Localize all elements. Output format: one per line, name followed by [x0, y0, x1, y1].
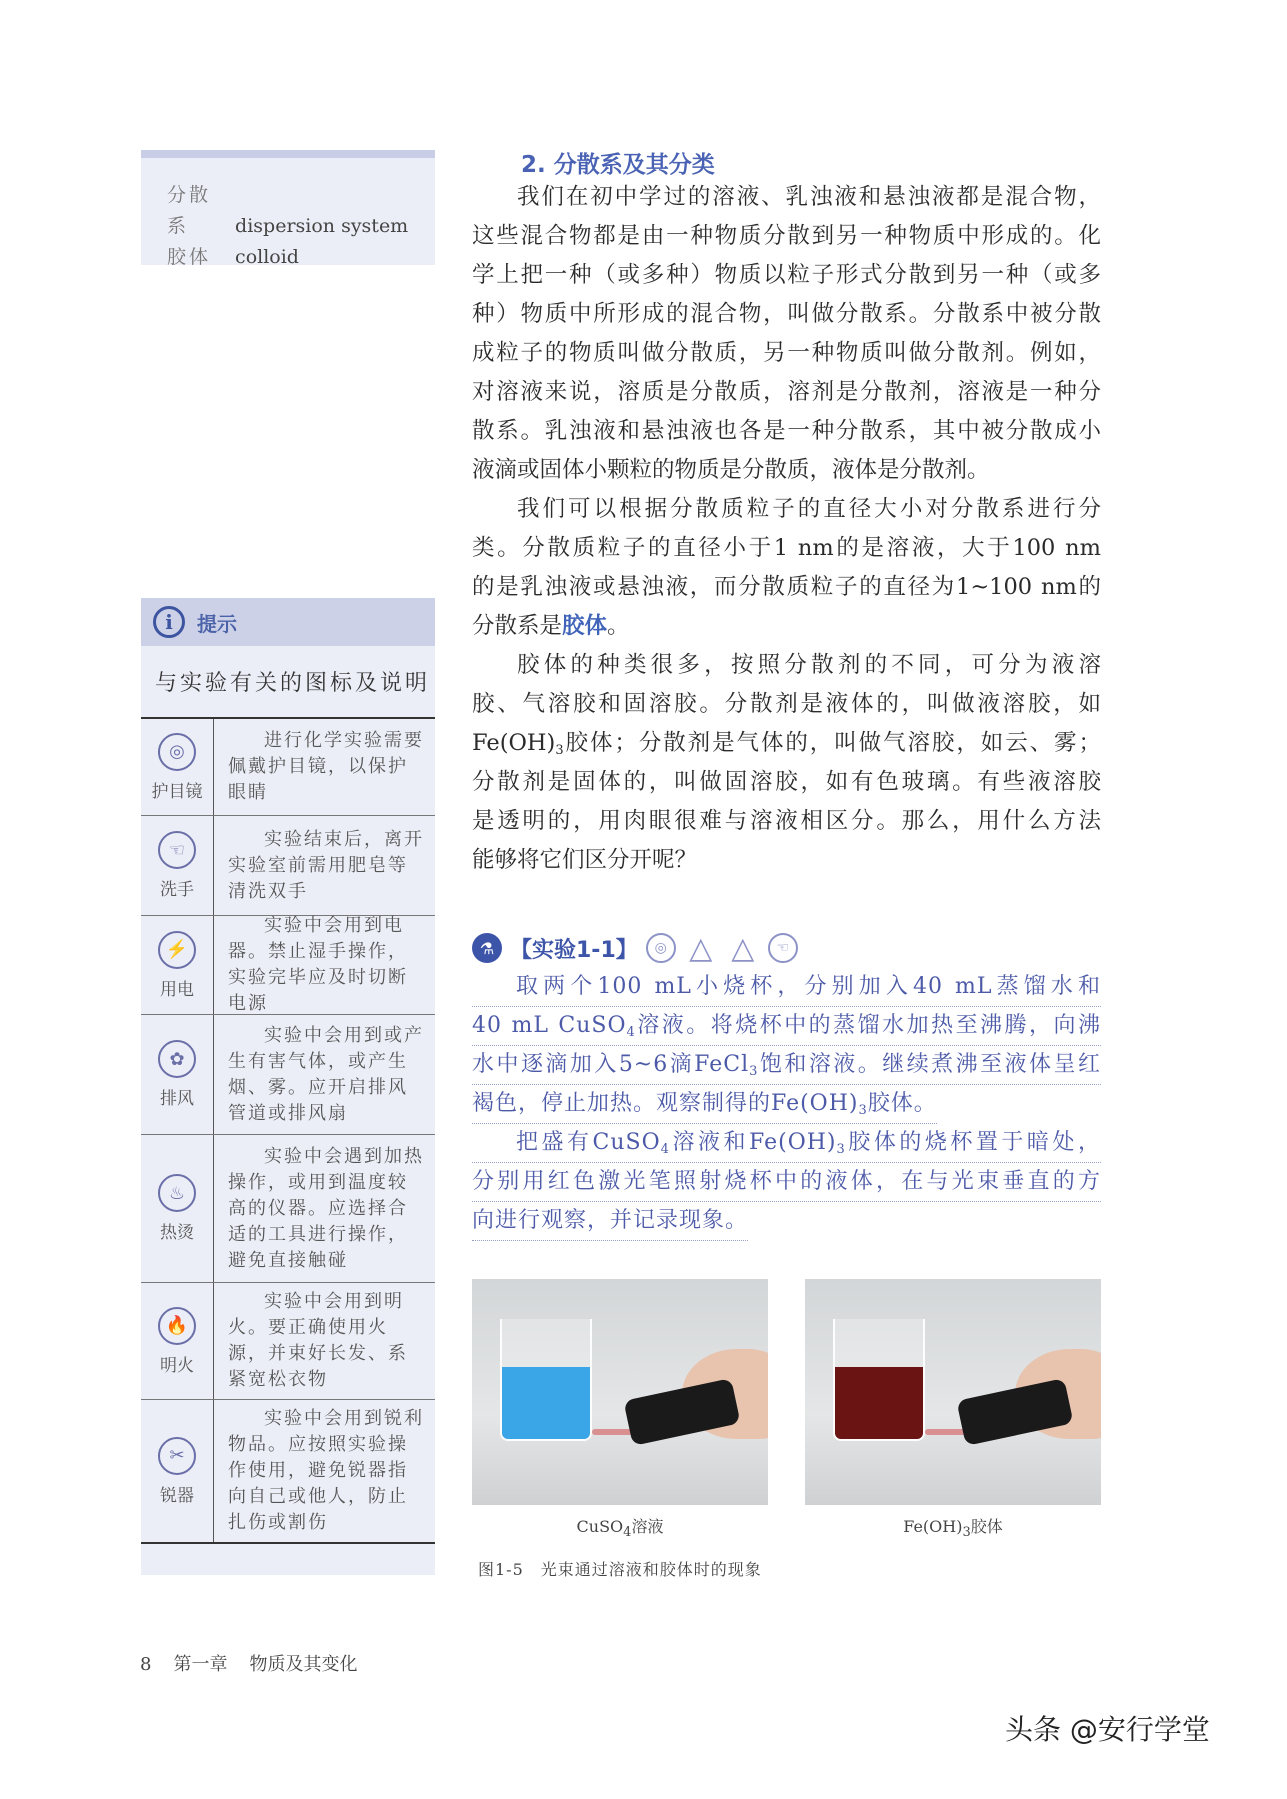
- wash-hands-icon: ☜: [158, 831, 196, 869]
- icon-label: 热烫: [160, 1223, 194, 1243]
- keyword-colloid: 胶体: [562, 613, 608, 639]
- beaker: [500, 1319, 592, 1441]
- photo-feoh3-colloid: [805, 1279, 1101, 1505]
- icon-description: 实验中会用到电器。禁止湿手操作，实验完毕应及时切断电源: [228, 915, 408, 1014]
- icon-description: 实验中会用到明火。要正确使用火源，并束好长发、系紧宽松衣物: [228, 1291, 408, 1390]
- tips-row: [141, 816, 435, 916]
- icon-label: 用电: [160, 979, 194, 1000]
- tips-icon-cell: [141, 1135, 214, 1282]
- goggles-icon: ◎: [158, 733, 196, 771]
- info-icon: i: [153, 606, 185, 638]
- tips-icon-cell: [141, 916, 214, 1014]
- hot-icon: △: [731, 930, 755, 966]
- icon-description: 实验中会用到或产生有害气体，或产生烟、雾。应开启排风管道或排风扇: [228, 1024, 424, 1124]
- hot-icon: ♨: [158, 1174, 196, 1212]
- glossary-item: 胶体 colloid: [167, 246, 299, 268]
- text-line: 种）物质中所形成的混合物，叫做分散系。分散系中被分散: [472, 301, 1101, 327]
- tips-row: [141, 916, 435, 1015]
- flask-icon: ⚗: [472, 933, 502, 963]
- text-line: 这些混合物都是由一种物质分散到另一种物质中形成的。化: [472, 223, 1101, 249]
- tips-icon-cell: [141, 1015, 214, 1134]
- sharp-icon: ✂: [158, 1437, 196, 1475]
- tips-title: 与实验有关的图标及说明: [141, 646, 435, 719]
- text-line: 对溶液来说，溶质是分散质，溶剂是分散剂，溶液是一种分: [472, 379, 1101, 405]
- tips-icon-cell: [141, 816, 214, 915]
- text-line: 学上把一种（或多种）物质以粒子形式分散到另一种（或多: [472, 262, 1101, 288]
- glossary-box: [141, 150, 435, 268]
- icon-description: 实验中会用到锐利物品。应按照实验操作使用，避免锐器指向自己或他人，防止扎伤或割伤: [228, 1408, 424, 1533]
- photo-cuso4-solution: [472, 1279, 768, 1505]
- text-line: 我们在初中学过的溶液、乳浊液和悬浊液都是混合物，: [517, 184, 1101, 210]
- tips-icon-cell: [141, 1400, 214, 1542]
- goggles-icon: ◎: [646, 933, 676, 963]
- laser-beam: [925, 1429, 965, 1435]
- beaker: [833, 1319, 925, 1441]
- paragraph-3: 胶体的种类很多，按照分散剂的不同，可分为液溶 胶、气溶胶和固溶胶。分散剂是液体的，叫做液溶胶，如 $Fe(OH)_3$胶体；分散剂是气体的，叫做气溶胶，如云、雾； 分散剂是固体的，叫做固溶胶，如有色玻璃。有些液溶胶 是透明的，用肉眼很难与溶液相区分。那么，用什么方法 能够将它们区分开呢？: [472, 652, 1101, 873]
- figure-caption: 图1-5 光束通过溶液和胶体时的现象: [478, 1560, 762, 1579]
- text-line: 散系。乳浊液和悬浊液也各是一种分散系，其中被分散成小: [472, 418, 1101, 444]
- text-line: 成粒子的物质叫做分散质，另一种物质叫做分散剂。例如，: [472, 340, 1101, 366]
- paragraph-2: 我们可以根据分散质粒子的直径大小对分散系进行分 类。分散质粒子的直径小于1 nm的是溶液，大于100 nm 的是乳浊液或悬浊液，而分散质粒子的直径为1~100 nm的 分散系是胶体。: [472, 496, 1101, 639]
- icon-label: 护目镜: [151, 781, 203, 802]
- icon-description: 进行化学实验需要佩戴护目镜，以保护眼睛: [228, 730, 424, 803]
- tips-row: [141, 1135, 435, 1283]
- icon-label: 明火: [160, 1355, 194, 1376]
- experiment-header: ⚗ 【实验1-1】 ◎ △ △ ☜: [472, 928, 1101, 968]
- tips-header: i 提示: [141, 598, 435, 646]
- experiment-box: ⚗ 【实验1-1】 ◎ △ △ ☜ 取两个100 mL小烧杯，分别加入40 mL蒸馏水和 40 mL CuSO$_4$溶液。将烧杯中的蒸馏水加热至沸腾，向沸 水中逐滴加入5~6滴FeCl$_3$饱和溶液。继续煮沸至液体呈红 褐色，停止加热。观察制得的$Fe(OH)_3$胶体。 把盛有CuSO$_4$溶液和$Fe(OH)_3$胶体的烧杯置于暗处， 分别用红色激光笔照射烧杯中的液体，在与光束垂直的方 向进行观察，并记录现象。: [472, 928, 1101, 1241]
- watermark: 头条 @安行学堂: [1005, 1713, 1210, 1746]
- icon-description: 实验结束后，离开实验室前需用肥皂等清洗双手: [228, 828, 424, 902]
- ventilation-icon: ✿: [158, 1040, 196, 1078]
- icon-label: 洗手: [160, 880, 194, 900]
- tips-icon-cell: [141, 719, 214, 815]
- tips-row: [141, 1015, 435, 1135]
- section-title: 2. 分散系及其分类: [521, 152, 715, 178]
- photo-caption-left: CuSO$_4$溶液: [576, 1517, 664, 1540]
- wash-hands-icon: ☜: [768, 933, 798, 963]
- flame-icon: △: [689, 930, 713, 966]
- laser-beam: [592, 1429, 632, 1435]
- flame-icon: 🔥: [158, 1307, 196, 1345]
- icon-label: 排风: [160, 1089, 194, 1109]
- electricity-icon: ⚡: [158, 931, 196, 969]
- glossary-item: 分散系 dispersion system: [167, 184, 409, 237]
- icon-description: 实验中会遇到加热操作，或用到温度较高的仪器。应选择合适的工具进行操作，避免直接触碰: [228, 1145, 424, 1271]
- tips-icon-cell: [141, 1283, 214, 1399]
- tips-row: [141, 719, 435, 816]
- page-footer: 8 第一章 物质及其变化: [140, 1654, 358, 1675]
- tips-box: [141, 598, 435, 1575]
- photo-caption-right: $Fe(OH)_3$胶体: [903, 1517, 1003, 1540]
- page-number: 8: [140, 1654, 152, 1675]
- text-line: 液滴或固体小颗粒的物质是分散质，液体是分散剂。: [472, 457, 990, 483]
- paragraph-1: [472, 178, 1101, 490]
- icon-label: 锐器: [160, 1485, 194, 1506]
- tips-row: [141, 1400, 435, 1544]
- tips-row: [141, 1283, 435, 1400]
